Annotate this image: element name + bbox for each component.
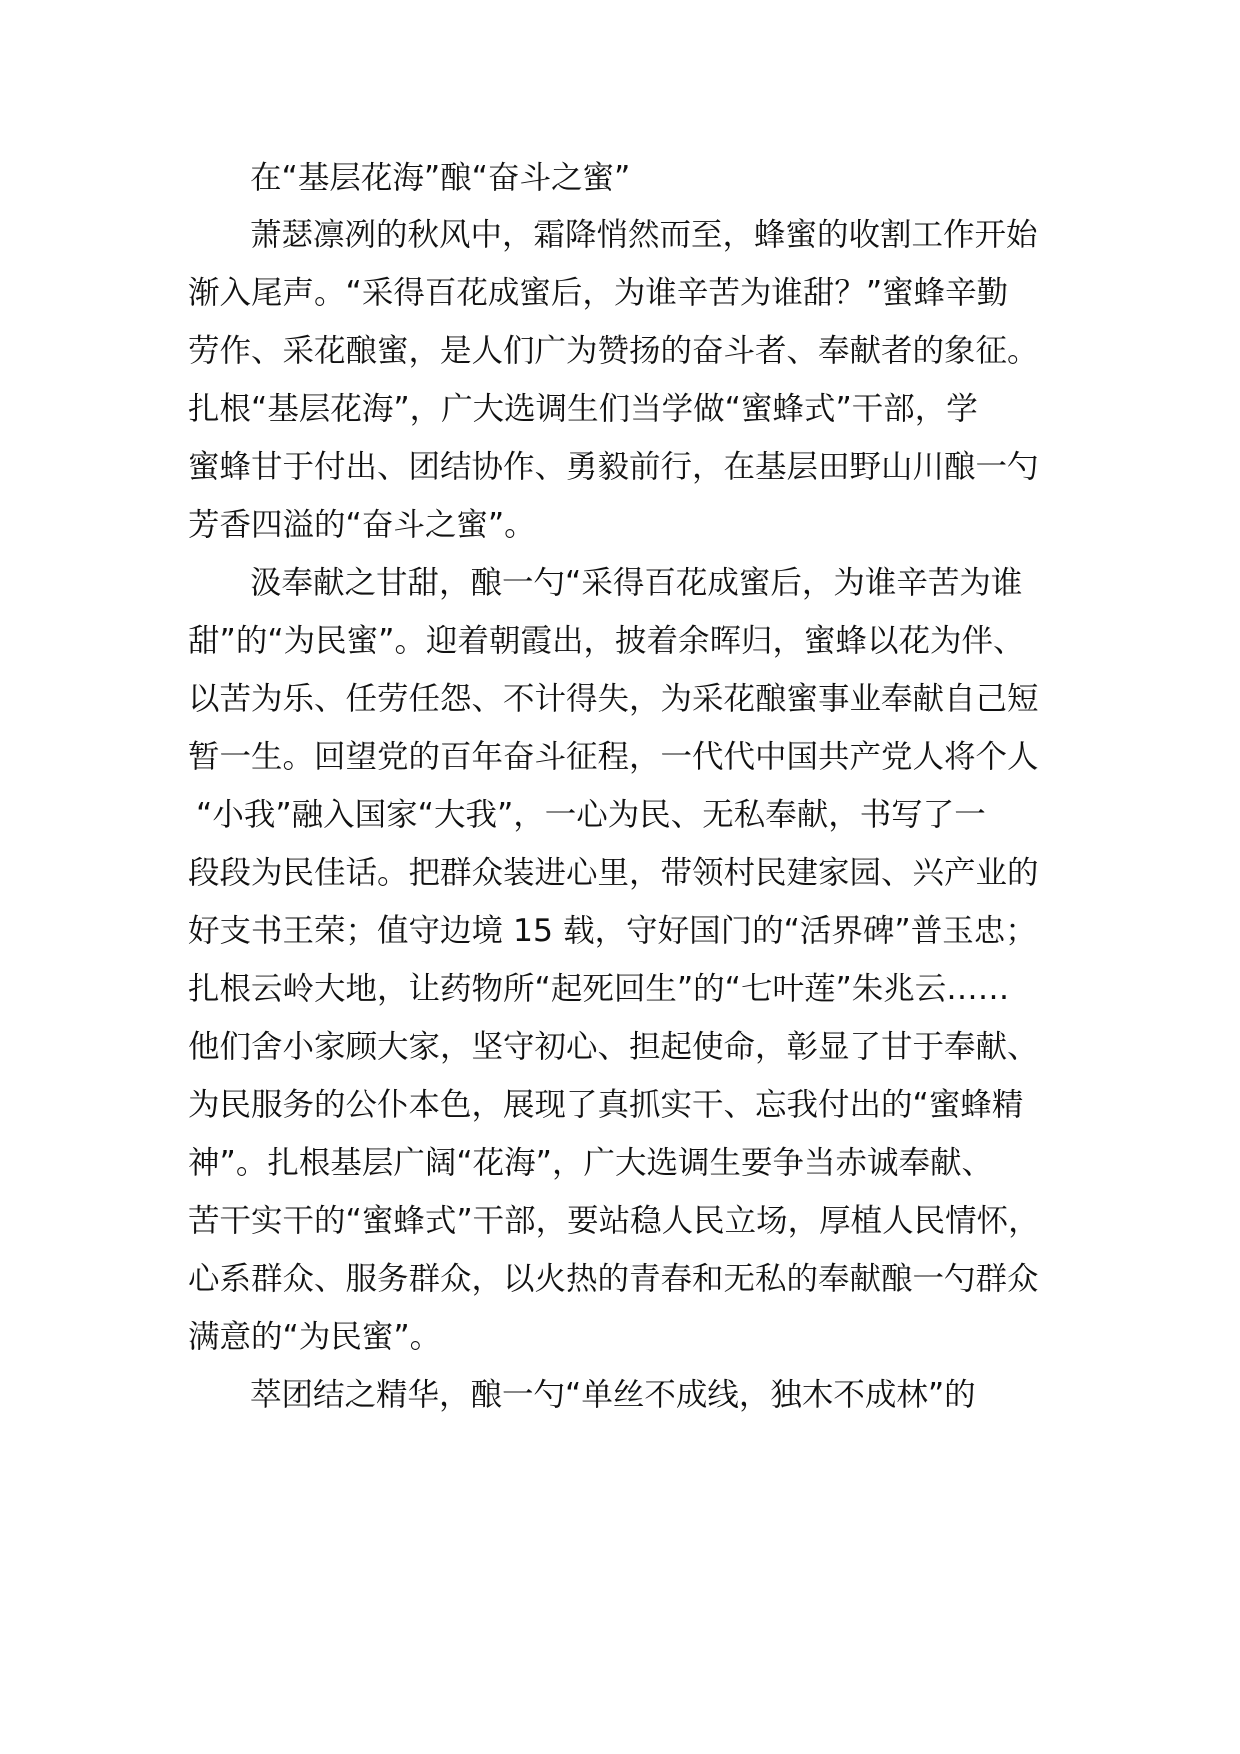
paragraph-line: 汲奉献之甘甜，酿一勺“采得百花成蜜后，为谁辛苦为谁 xyxy=(250,565,1023,601)
paragraph-line: 萃团结之精华，酿一勺“单丝不成线，独木不成林”的 xyxy=(250,1377,976,1413)
paragraph-line: 劳作、采花酿蜜，是人们广为赞扬的奋斗者、奉献者的象征。 xyxy=(188,333,1039,369)
paragraph-line: 满意的“为民蜜”。 xyxy=(188,1319,442,1355)
paragraph-line: 神”。扎根基层广阔“花海”，广大选调生要争当赤诚奉献、 xyxy=(188,1145,993,1181)
paragraph-line: 为民服务的公仆本色，展现了真抓实干、忘我付出的“蜜蜂精 xyxy=(188,1087,1024,1123)
paragraph-line: 暂一生。回望党的百年奋斗征程，一代代中国共产党人将个人 xyxy=(188,739,1039,775)
paragraph-line: 以苦为乐、任劳任怨、不计得失，为采花酿蜜事业奉献自己短 xyxy=(188,681,1039,717)
paragraph-line: 心系群众、服务群众，以火热的青春和无私的奉献酿一勺群众 xyxy=(188,1261,1039,1297)
paragraph-line: 甜”的“为民蜜”。迎着朝霞出，披着余晖归，蜜蜂以花为伴、 xyxy=(188,623,1025,659)
paragraph-line: 渐入尾声。“采得百花成蜜后，为谁辛苦为谁甜？”蜜蜂辛勤 xyxy=(188,275,1009,311)
paragraph-line: 他们舍小家顾大家，坚守初心、担起使命，彰显了甘于奉献、 xyxy=(188,1029,1039,1065)
paragraph-line: 苦干实干的“蜜蜂式”干部，要站稳人民立场，厚植人民情怀， xyxy=(188,1203,1040,1239)
paragraph-line: “小我”融入国家“大我”，一心为民、无私奉献，书写了一 xyxy=(196,797,986,833)
paragraph-line: 蜜蜂甘于付出、团结协作、勇毅前行，在基层田野山川酿一勺 xyxy=(188,449,1039,485)
paragraph-line: 芳香四溢的“奋斗之蜜”。 xyxy=(188,507,536,543)
paragraph-line: 好支书王荣；值守边境 15 载，守好国门的“活界碑”普玉忠； xyxy=(188,913,1037,949)
paragraph-line: 扎根“基层花海”，广大选调生们当学做“蜜蜂式”干部，学 xyxy=(188,391,978,427)
document-title: 在“基层花海”酿“奋斗之蜜” xyxy=(250,160,631,196)
paragraph-line: 萧瑟凛冽的秋风中，霜降悄然而至，蜂蜜的收割工作开始 xyxy=(250,217,1038,253)
paragraph-line: 段段为民佳话。把群众装进心里，带领村民建家园、兴产业的 xyxy=(188,855,1039,891)
paragraph-line: 扎根云岭大地，让药物所“起死回生”的“七叶莲”朱兆云…… xyxy=(188,971,1010,1007)
